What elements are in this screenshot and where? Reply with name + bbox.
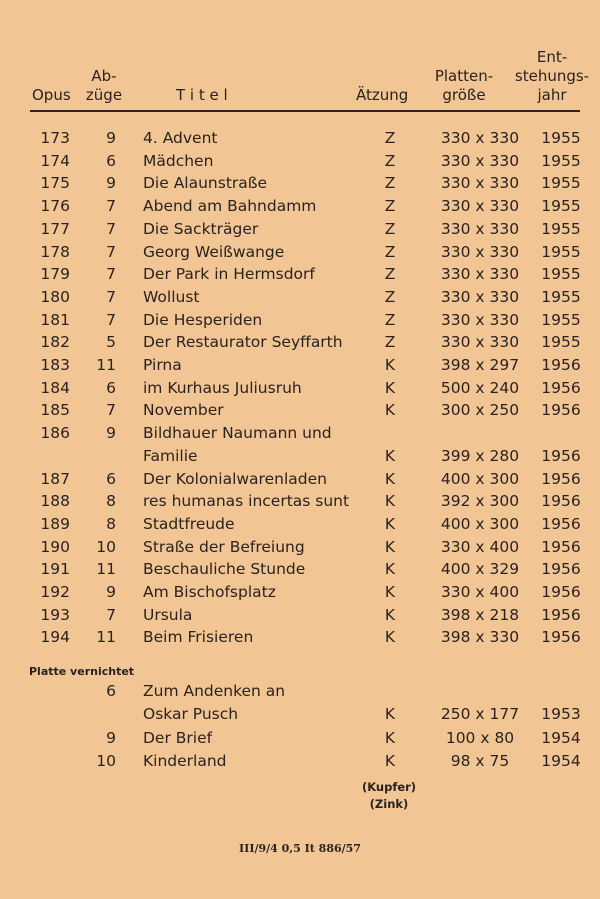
titel-cell: Die Sackträger: [143, 219, 259, 238]
jahr-cell: 1955: [541, 242, 581, 261]
titel-cell: Georg Weißwange: [143, 242, 285, 261]
abzuege-cell: 7: [106, 310, 116, 329]
jahr-cell: 1953: [541, 705, 581, 724]
plattengroesse-cell: 400 x 300: [440, 514, 520, 533]
section-label-destroyed: Platte vernichtet: [29, 665, 135, 678]
plattengroesse-cell: 330 x 400: [440, 537, 520, 556]
aetzung-cell: Z: [384, 333, 396, 352]
plattengroesse-cell: 330 x 330: [440, 287, 520, 306]
table-row: [0, 218, 600, 241]
opus-cell: 186: [40, 424, 70, 443]
aetzung-cell: Z: [384, 129, 396, 147]
abzuege-cell: 7: [106, 265, 116, 284]
jahr-cell: 1956: [541, 401, 581, 420]
aetzung-cell: Z: [384, 219, 396, 238]
opus-cell: 183: [40, 356, 70, 374]
abzuege-cell: 8: [106, 492, 116, 511]
jahr-cell: 1955: [541, 151, 581, 170]
aetzung-cell: K: [384, 514, 396, 533]
titel-cell: Die Hesperiden: [143, 310, 263, 329]
titel-cell: Zum Andenken an: [143, 682, 286, 700]
plattengroesse-cell: 330 x 330: [440, 129, 520, 147]
plattengroesse-cell: 392 x 300: [440, 492, 520, 511]
abzuege-cell: 6: [106, 682, 116, 700]
jahr-cell: 1956: [541, 514, 581, 533]
abzuege-cell: 10: [96, 751, 116, 770]
abzuege-cell: 10: [96, 537, 116, 556]
header-rule: [30, 110, 580, 112]
table-row: [0, 536, 600, 559]
aetzung-cell: Z: [384, 197, 396, 216]
table-row: [0, 195, 600, 218]
plattengroesse-cell: 330 x 330: [440, 265, 520, 284]
jahr-cell: 1955: [541, 265, 581, 284]
titel-cell: Abend am Bahndamm: [143, 197, 317, 216]
aetzung-cell: K: [384, 751, 396, 770]
legend-zink: (Zink): [369, 797, 409, 811]
aetzung-cell: K: [384, 537, 396, 556]
opus-cell: 176: [40, 197, 70, 216]
legend-kupfer: (Kupfer): [361, 780, 417, 794]
jahr-cell: 1956: [541, 492, 581, 511]
opus-cell: 180: [40, 287, 70, 306]
table-row: [0, 680, 600, 703]
plattengroesse-cell: 330 x 330: [440, 151, 520, 170]
plattengroesse-cell: 330 x 330: [440, 174, 520, 193]
table-row: [0, 263, 600, 286]
titel-cell: Straße der Befreiung: [143, 537, 305, 556]
plattengroesse-cell: 400 x 300: [440, 469, 520, 488]
abzuege-cell: 5: [106, 333, 116, 352]
jahr-cell: 1956: [541, 560, 581, 579]
header-opus: Opus: [32, 86, 71, 104]
table-row: [0, 445, 600, 468]
abzuege-cell: 7: [106, 287, 116, 306]
abzuege-cell: 9: [106, 424, 116, 443]
plattengroesse-cell: 399 x 280: [440, 446, 520, 465]
opus-cell: 192: [40, 583, 70, 601]
header-entstehungsjahr-line1: Ent-: [536, 48, 568, 66]
jahr-cell: 1955: [541, 219, 581, 238]
jahr-cell: 1954: [541, 751, 581, 770]
header-abzuege-line1: Ab-: [91, 67, 117, 85]
opus-cell: 178: [40, 242, 70, 261]
table-row: [0, 558, 600, 581]
table-row: [0, 241, 600, 264]
titel-cell: Die Alaunstraße: [143, 174, 268, 193]
aetzung-cell: K: [384, 705, 396, 724]
table-row: [0, 309, 600, 332]
titel-cell: Stadtfreude: [143, 514, 235, 533]
aetzung-cell: K: [384, 492, 396, 511]
table-row: [0, 513, 600, 536]
aetzung-cell: K: [384, 583, 396, 601]
aetzung-cell: Z: [384, 265, 396, 284]
abzuege-cell: 7: [106, 242, 116, 261]
jahr-cell: 1956: [541, 469, 581, 488]
abzuege-cell: 6: [106, 151, 116, 170]
table-row: [0, 422, 600, 445]
jahr-cell: 1956: [541, 537, 581, 556]
plattengroesse-cell: 398 x 297: [440, 356, 520, 374]
jahr-cell: 1955: [541, 174, 581, 193]
plattengroesse-cell: 330 x 330: [440, 197, 520, 216]
aetzung-cell: K: [384, 605, 396, 624]
abzuege-cell: 7: [106, 219, 116, 238]
jahr-cell: 1955: [541, 287, 581, 306]
header-titel: T i t e l: [176, 86, 228, 104]
opus-cell: 188: [40, 492, 70, 511]
table-row: [0, 399, 600, 422]
table-row: [0, 750, 600, 773]
table-row: [0, 727, 600, 750]
abzuege-cell: 8: [106, 514, 116, 533]
titel-cell: Am Bischofsplatz: [143, 583, 276, 601]
jahr-cell: 1954: [541, 728, 581, 747]
aetzung-cell: K: [384, 378, 396, 397]
abzuege-cell: 7: [106, 605, 116, 624]
opus-cell: 193: [40, 605, 70, 624]
titel-cell: Beim Frisieren: [143, 628, 254, 647]
opus-cell: 174: [40, 151, 70, 170]
aetzung-cell: Z: [384, 242, 396, 261]
table-row: [0, 331, 600, 354]
aetzung-cell: Z: [384, 287, 396, 306]
titel-cell: 4. Advent: [143, 129, 218, 147]
jahr-cell: 1955: [541, 333, 581, 352]
plattengroesse-cell: 500 x 240: [440, 378, 520, 397]
opus-cell: 189: [40, 514, 70, 533]
titel-cell: November: [143, 401, 224, 420]
opus-cell: 185: [40, 401, 70, 420]
table-row: [0, 604, 600, 627]
jahr-cell: 1955: [541, 310, 581, 329]
abzuege-cell: 9: [106, 174, 116, 193]
abzuege-cell: 7: [106, 401, 116, 420]
abzuege-cell: 11: [96, 628, 116, 647]
abzuege-cell: 11: [96, 356, 116, 374]
titel-cell: Familie: [143, 446, 198, 465]
titel-cell: Wollust: [143, 287, 200, 306]
aetzung-cell: K: [384, 401, 396, 420]
plattengroesse-cell: 398 x 218: [440, 605, 520, 624]
header-plattengroesse-line2: größe: [442, 86, 486, 104]
plattengroesse-cell: 330 x 330: [440, 219, 520, 238]
plattengroesse-cell: 98 x 75: [450, 751, 510, 770]
abzuege-cell: 9: [106, 728, 116, 747]
table-row: [0, 581, 600, 604]
abzuege-cell: 6: [106, 469, 116, 488]
jahr-cell: 1955: [541, 129, 581, 147]
table-row: [0, 150, 600, 173]
header-abzuege-line2: züge: [85, 86, 123, 104]
header-plattengroesse-line1: Platten-: [434, 67, 494, 85]
aetzung-cell: Z: [384, 174, 396, 193]
abzuege-cell: 9: [106, 583, 116, 601]
abzuege-cell: 9: [106, 129, 116, 147]
header-aetzung: Ätzung: [356, 86, 409, 104]
jahr-cell: 1956: [541, 628, 581, 647]
aetzung-cell: K: [384, 728, 396, 747]
opus-cell: 194: [40, 628, 70, 647]
titel-cell: Der Kolonialwarenladen: [143, 469, 327, 488]
opus-cell: 191: [40, 560, 70, 579]
plattengroesse-cell: 400 x 329: [440, 560, 520, 579]
header-entstehungsjahr-line2: stehungs-: [514, 67, 590, 85]
plattengroesse-cell: 330 x 400: [440, 583, 520, 601]
titel-cell: Der Park in Hermsdorf: [143, 265, 315, 284]
titel-cell: Pirna: [143, 356, 182, 374]
jahr-cell: 1955: [541, 197, 581, 216]
table-row: [0, 286, 600, 309]
print-code-footer: III/9/4 0,5 It 886/57: [239, 842, 361, 855]
titel-cell: Oskar Pusch: [143, 705, 239, 724]
table-row: [0, 127, 600, 150]
opus-cell: 184: [40, 378, 70, 397]
opus-cell: 181: [40, 310, 70, 329]
titel-cell: Ursula: [143, 605, 193, 624]
aetzung-cell: K: [384, 628, 396, 647]
titel-cell: Mädchen: [143, 151, 214, 170]
plattengroesse-cell: 398 x 330: [440, 628, 520, 647]
titel-cell: Beschauliche Stunde: [143, 560, 306, 579]
table-row: [0, 172, 600, 195]
abzuege-cell: 11: [96, 560, 116, 579]
table-row: [0, 468, 600, 491]
opus-cell: 190: [40, 537, 70, 556]
aetzung-cell: K: [384, 356, 396, 374]
titel-cell: im Kurhaus Juliusruh: [143, 378, 302, 397]
plattengroesse-cell: 330 x 330: [440, 333, 520, 352]
titel-cell: Kinderland: [143, 751, 227, 770]
table-row: [0, 626, 600, 649]
plattengroesse-cell: 330 x 330: [440, 242, 520, 261]
abzuege-cell: 6: [106, 378, 116, 397]
jahr-cell: 1956: [541, 446, 581, 465]
aetzung-cell: Z: [384, 151, 396, 170]
jahr-cell: 1956: [541, 356, 581, 374]
aetzung-cell: K: [384, 469, 396, 488]
table-row: [0, 703, 600, 726]
jahr-cell: 1956: [541, 378, 581, 397]
opus-cell: 179: [40, 265, 70, 284]
jahr-cell: 1956: [541, 583, 581, 601]
table-row: [0, 354, 600, 377]
opus-cell: 175: [40, 174, 70, 193]
plattengroesse-cell: 250 x 177: [440, 705, 520, 724]
titel-cell: Bildhauer Naumann und: [143, 424, 332, 443]
aetzung-cell: K: [384, 560, 396, 579]
table-row: [0, 377, 600, 400]
plattengroesse-cell: 100 x 80: [445, 728, 515, 747]
opus-cell: 182: [40, 333, 70, 352]
titel-cell: res humanas incertas sunt: [143, 492, 350, 511]
header-entstehungsjahr-line3: jahr: [537, 86, 567, 104]
aetzung-cell: Z: [384, 310, 396, 329]
jahr-cell: 1956: [541, 605, 581, 624]
opus-cell: 177: [40, 219, 70, 238]
table-row: [0, 490, 600, 513]
opus-cell: 173: [40, 129, 70, 147]
titel-cell: Der Restaurator Seyffarth: [143, 333, 343, 352]
titel-cell: Der Brief: [143, 728, 213, 747]
opus-cell: 187: [40, 469, 70, 488]
abzuege-cell: 7: [106, 197, 116, 216]
plattengroesse-cell: 330 x 330: [440, 310, 520, 329]
plattengroesse-cell: 300 x 250: [440, 401, 520, 420]
aetzung-cell: K: [384, 446, 396, 465]
